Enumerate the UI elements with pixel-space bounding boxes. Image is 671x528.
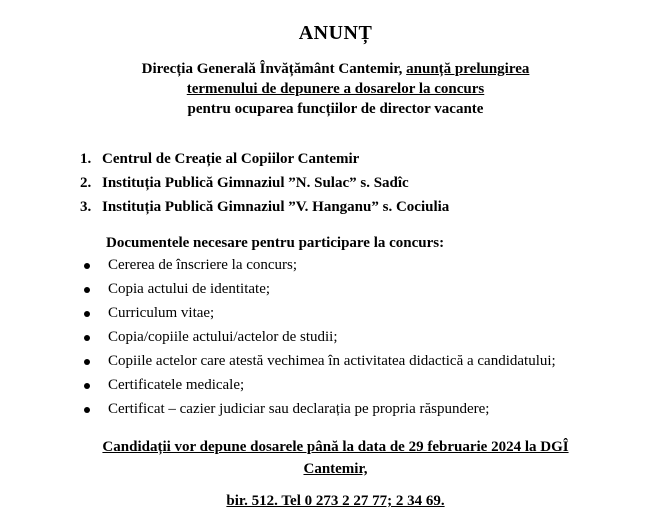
bullet-icon bbox=[84, 407, 90, 413]
institution-name: Centrul de Creație al Copiilor Cantemir bbox=[102, 151, 360, 167]
intro-line-2 bbox=[0, 80, 671, 98]
intro-deadline-text: termenului de depunere a dosarelor la concurs bbox=[186, 81, 485, 97]
institution-item bbox=[80, 198, 449, 216]
institution-item bbox=[80, 150, 359, 168]
bullet-icon bbox=[84, 335, 90, 341]
document-item-text: Certificatele medicale; bbox=[108, 377, 245, 393]
deadline-line-2: Cantemir, bbox=[303, 461, 368, 477]
contact-line: bir. 512. Tel 0 273 2 27 77; 2 34 69. bbox=[226, 493, 445, 509]
document-item-text: Copia actului de identitate; bbox=[108, 281, 271, 297]
document-item-text: Curriculum vitae; bbox=[108, 305, 215, 321]
institution-name: Instituția Publică Gimnaziul ”V. Hanganu” s. Cociulia bbox=[102, 199, 450, 215]
institution-number: 2. bbox=[80, 175, 92, 191]
intro-announce-extension: anunță prelungirea bbox=[406, 61, 530, 77]
documents-heading: Documentele necesare pentru participare la concurs: bbox=[106, 235, 445, 251]
institution-item bbox=[80, 174, 409, 192]
bullet-icon bbox=[84, 359, 90, 365]
institution-number: 1. bbox=[80, 151, 92, 167]
document-item-text: Copiile actelor care atestă vechimea în activitatea didactică a candidatului; bbox=[108, 353, 556, 369]
bullet-icon bbox=[84, 311, 90, 317]
deadline-line-1: Candidații vor depune dosarele până la data de 29 februarie 2024 la DGÎ bbox=[102, 439, 569, 455]
intro-line-1 bbox=[0, 60, 671, 78]
institution-number: 3. bbox=[80, 199, 92, 215]
document-item-text: Certificat – cazier judiciar sau declarația pe propria răspundere; bbox=[108, 401, 490, 417]
document-item-text: Copia/copiile actului/actelor de studii; bbox=[108, 329, 338, 345]
announcement-title: ANUNȚ bbox=[298, 22, 373, 44]
bullet-icon bbox=[84, 287, 90, 293]
bullet-icon bbox=[84, 383, 90, 389]
institution-name: Instituția Publică Gimnaziul ”N. Sulac” s. Sadîc bbox=[102, 175, 409, 191]
intro-line-3: pentru ocuparea funcțiilor de director vacante bbox=[187, 101, 484, 117]
intro-organization: Direcția Generală Învățământ Cantemir, bbox=[141, 61, 407, 77]
bullet-icon bbox=[84, 263, 90, 269]
document-item-text: Cererea de înscriere la concurs; bbox=[108, 257, 298, 273]
